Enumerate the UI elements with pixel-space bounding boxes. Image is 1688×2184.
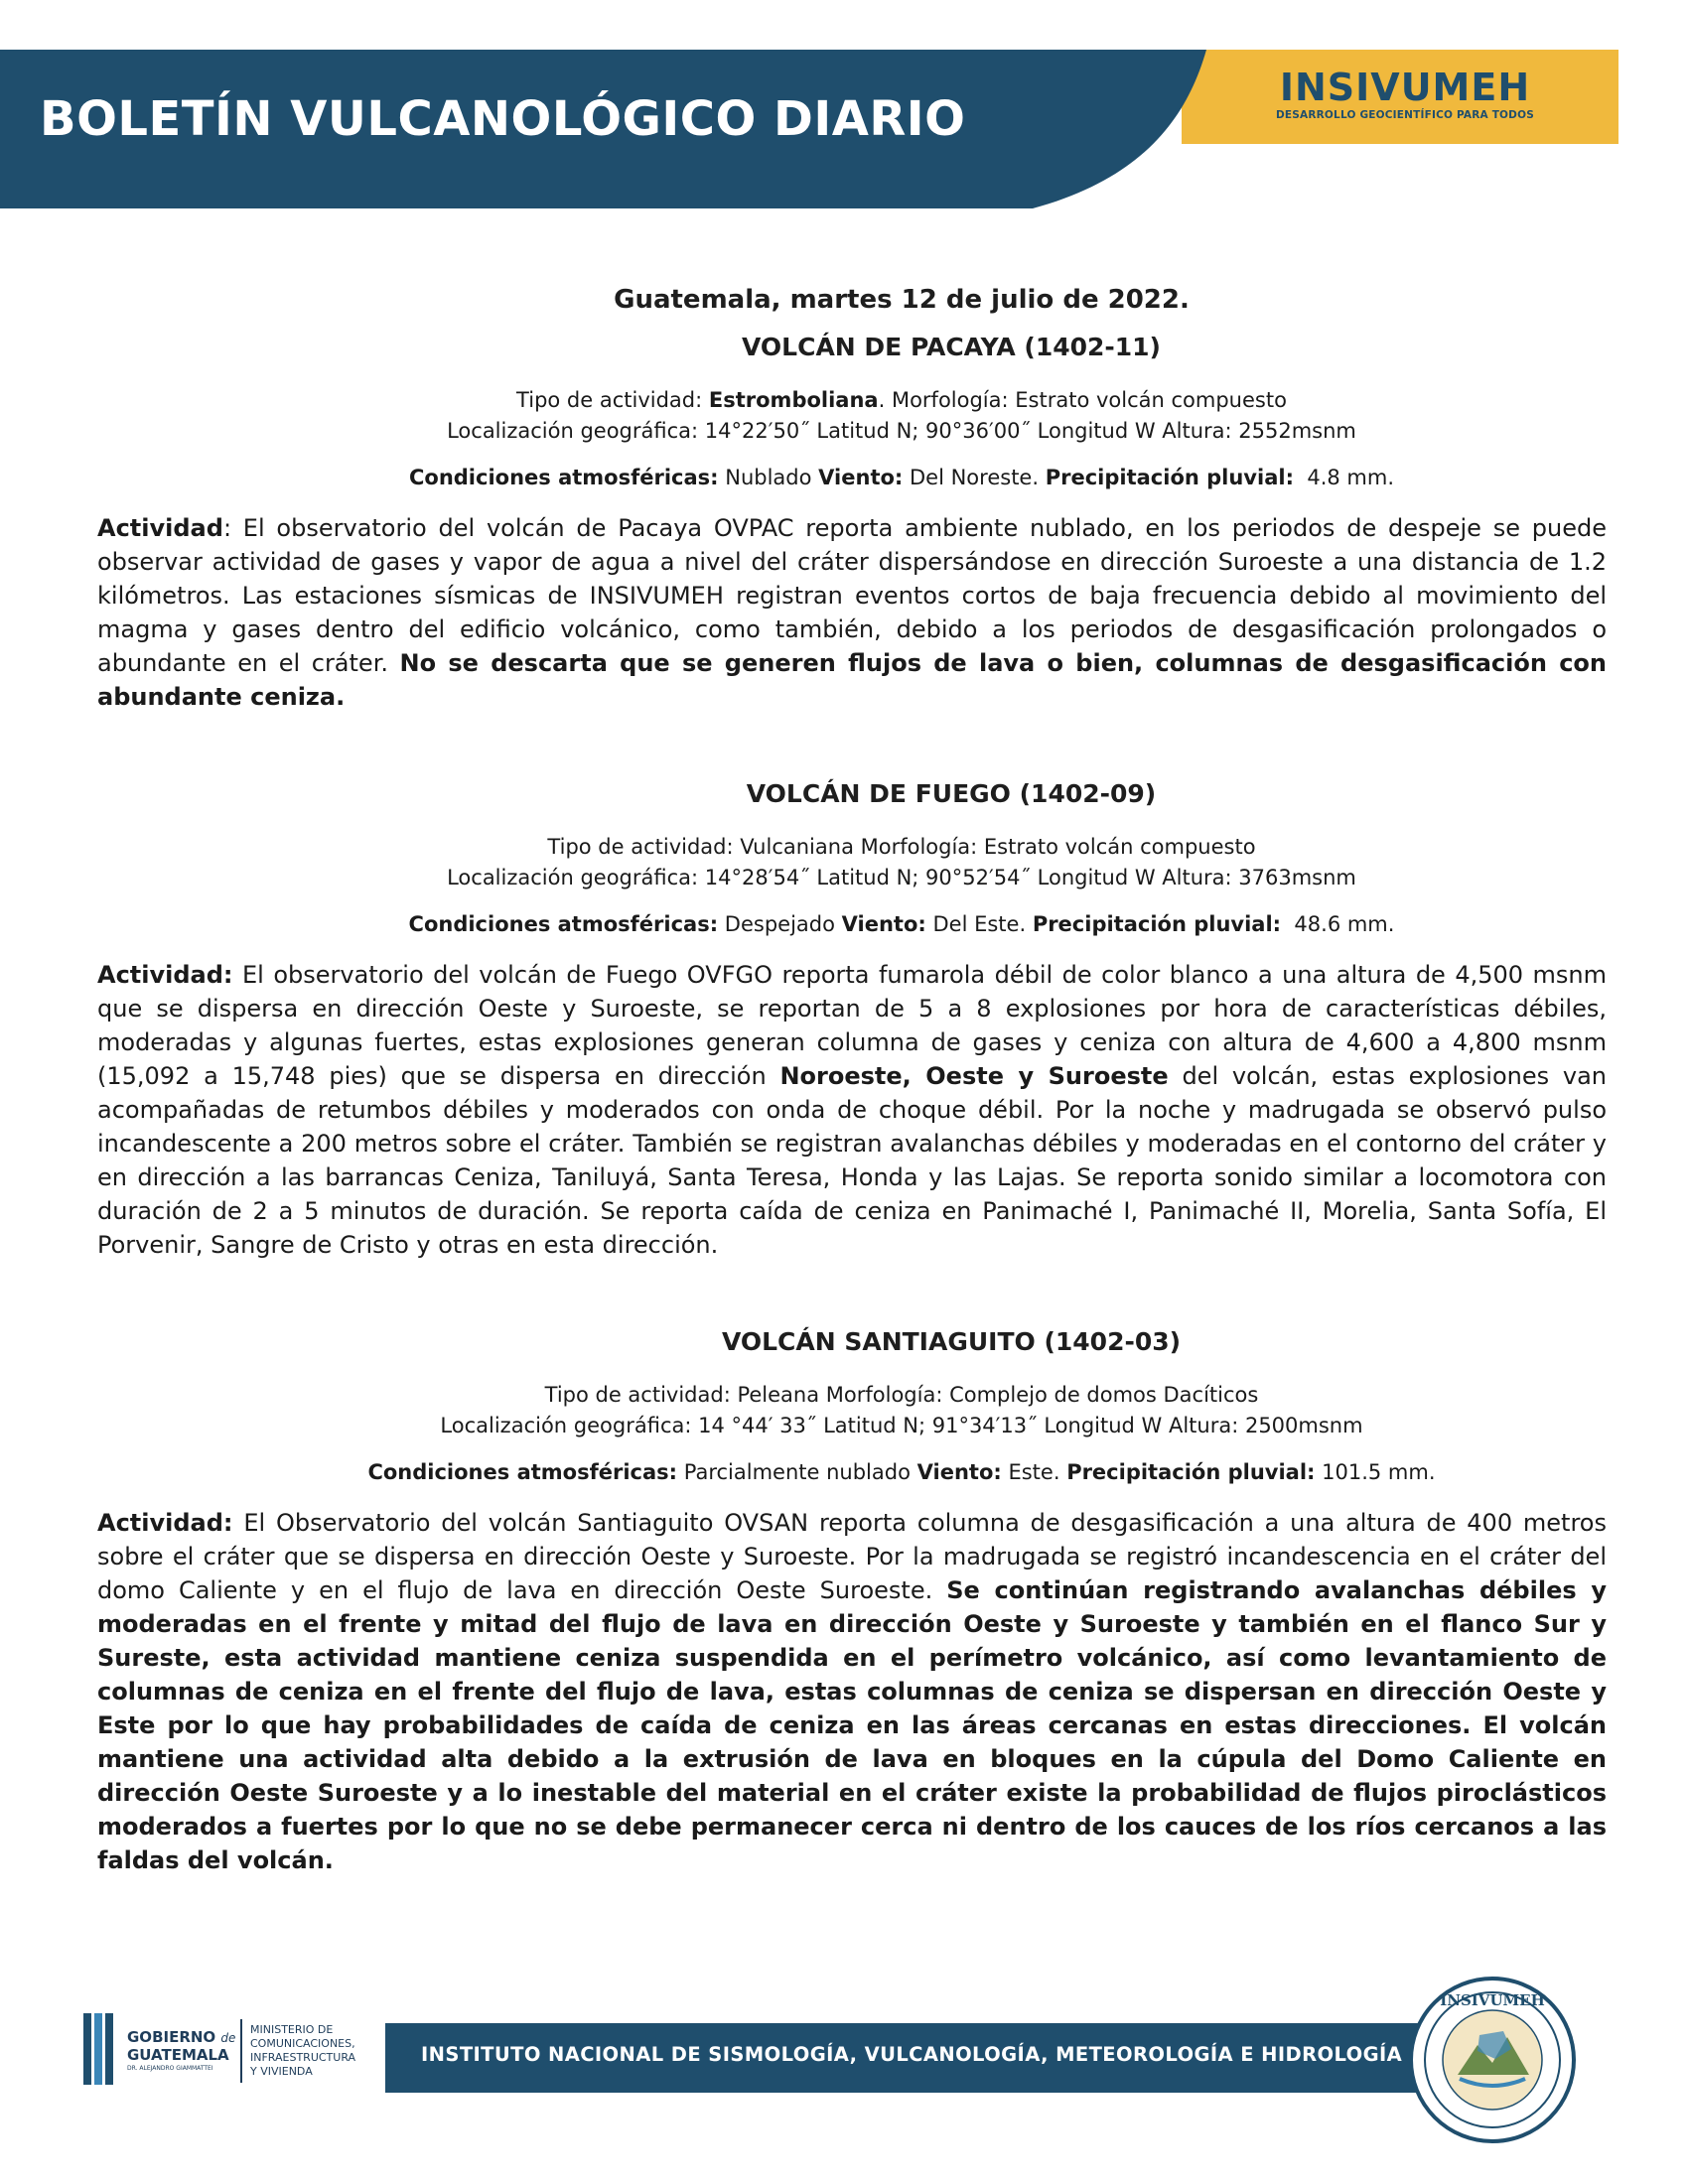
rain-value: 4.8 mm. [1307,466,1394,489]
seal-text: INSIVUMEH [1440,1991,1545,2009]
gov-line1: GOBIERNO [127,2028,216,2046]
activity-text-continued: del volcán, estas explosiones van acompañadas de retumbos débiles y moderados con onda de choque débil. Por la noche y madrugada se observó pulso incandescente a 200 metros sobre el cráter. También se registran avalanchas débiles y moderadas en el contorno del cráter y en dirección a las barrancas Ceniza, Taniluyá, Santa Teresa, Honda y las Lajas. Se reporta sonido similar a locomotora con duración de 2 a 5 minutos de duración. Se reporta caída de ceniza en Panimaché I, Panimaché II, Morelia, Santa Sofía, El Porvenir, Sangre de Cristo y otras en esta dirección. [97,1062,1608,1259]
activity-paragraph [97,958,1607,1262]
rain-value: 48.6 mm. [1294,912,1395,936]
activity-label: Actividad: [97,1509,233,1537]
brand-tagline: DESARROLLO GEOCIENTÍFICO PARA TODOS [1275,109,1534,121]
wind-value: Del Noreste. [910,466,1040,489]
ministry-name [250,2023,355,2079]
conditions-line [97,1457,1607,1488]
morphology-value: Estrato volcán compuesto [1015,388,1287,412]
gov-subtitle: DR. ALEJANDRO GIAMMATTEI [127,2065,213,2072]
institute-name: INSTITUTO NACIONAL DE SISMOLOGÍA, VULCANOLOGÍA, METEOROLOGÍA E HIDROLOGÍA [421,2043,1403,2066]
conditions-value: Nublado [725,466,812,489]
flag-bars-icon [83,2013,111,2085]
activity-warning: Se continúan registrando avalanchas débiles y moderadas en el frente y mitad del flujo de lava en dirección Oeste y Suroeste y también en el flanco Sur y Sureste, esta actividad mantiene ceniza suspendida en el perímetro volcánico, así como levantamiento de columnas de ceniza en el frente del flujo de lava, estas columnas de ceniza se dispersan en dirección Oeste y Este por lo que hay probabilidades de caída de ceniza en las áreas cercanas en estas direcciones. El volcán mantiene una actividad alta debido a la extrusión de lava en bloques en la cúpula del Domo Caliente en dirección Oeste Suroeste y a lo inestable del material en el cráter existe la probabilidad de flujos piroclásticos moderados a fuertes por lo que no se debe permanecer cerca ni dentro de los cauces de los ríos cercanos a las faldas del volcán. [97,1576,1607,1874]
insivumeh-brand [1241,66,1569,121]
rain-label: Precipitación pluvial: [1045,466,1294,489]
gov-line2: GUATEMALA [127,2046,229,2064]
conditions-value: Despejado [724,912,835,936]
wind-value: Este. [1008,1460,1060,1484]
ministry-line: COMUNICACIONES, [250,2037,355,2050]
volcano-title: VOLCÁN DE PACAYA (1402-11) [742,333,1161,361]
gobierno-guatemala-logo [83,2013,381,2093]
location-line: Localización geográfica: 14°22′50˝ Latitud N; 90°36′00˝ Longitud W Altura: 2552msnm [447,419,1356,443]
logo-divider [240,2019,242,2083]
footer-bar [385,2023,1468,2093]
activity-paragraph [97,1506,1607,1877]
insivumeh-seal-icon [1408,1976,1577,2144]
activity-type-line [97,832,1607,893]
type-line: Tipo de actividad: Peleana Morfología: Complejo de domos Dacíticos [544,1383,1259,1407]
activity-type-line: Tipo de actividad: Estromboliana. Morfología: Estrato volcán compuesto Localización geográfica: 14°22′50˝ Latitud N; 90°36′00˝ Longitud W Altura: 2552msnm [447,388,1356,443]
conditions-label: Condiciones atmosféricas: [408,466,719,489]
location-line: Localización geográfica: 14°28′54˝ Latitud N; 90°52′54˝ Longitud W Altura: 3763msnm [447,866,1356,889]
activity-text: El Observatorio del volcán Santiaguito OVSAN reporta columna de desgasificación a una altura de 400 metros sobre el cráter que se dispersa en dirección Oeste y Suroeste. Por la madrugada se registró incandescencia en el cráter del domo Caliente y en el flujo de lava en dirección Oeste Suroeste. [97,1509,1607,1604]
gov-de: de [220,2031,236,2045]
volcano-title: VOLCÁN DE FUEGO (1402-09) [746,779,1157,808]
activity-paragraph [97,511,1607,714]
conditions-value: Parcialmente nublado [683,1460,911,1484]
activity-type-line [97,1380,1607,1441]
activity-label: Actividad [97,514,223,542]
conditions-label: Condiciones atmosféricas: [408,912,719,936]
conditions-label: Condiciones atmosféricas: [367,1460,678,1484]
seal-graphic [1408,1976,1577,2144]
wind-label: Viento: [841,912,926,936]
ministry-line: MINISTERIO DE [250,2023,334,2036]
type-label: Tipo de actividad: [516,388,703,412]
conditions-line [97,909,1607,940]
wind-label: Viento: [916,1460,1002,1484]
activity-label: Actividad: [97,961,233,989]
section-pacaya [97,333,1607,714]
gov-name [127,2029,235,2064]
rain-value: 101.5 mm. [1322,1460,1436,1484]
brand-name: INSIVUMEH [1279,66,1531,109]
morphology-label: Morfología: [891,388,1009,412]
activity-text: : El observatorio del volcán de Pacaya OVPAC reporta ambiente nublado, en los periodos de despeje se puede observar actividad de gases y vapor de agua a nivel del cráter dispersándose en dirección Suroeste a una distancia de 1.2 kilómetros. Las estaciones sísmicas de INSIVUMEH registran eventos cortos de baja frecuencia debido al movimiento del magma y gases dentro del edificio volcánico, como también, debido a los periodos de desgasificación prolongados o abundante en el cráter. [97,514,1607,677]
section-gap [97,714,1607,761]
ministry-line: Y VIVIENDA [250,2065,313,2078]
wind-label: Viento: [818,466,904,489]
section-fuego [97,779,1607,1262]
activity-warning: No se descarta que se generen flujos de lava o bien, columnas de desgasificación con abundante ceniza. [97,649,1607,711]
rain-label: Precipitación pluvial: [1032,912,1282,936]
activity-direction: Noroeste, Oeste y Suroeste [779,1062,1169,1090]
ministry-line: INFRAESTRUCTURA [250,2051,356,2064]
section-gap [97,1262,1607,1309]
bulletin-content [97,273,1607,1877]
volcano-title: VOLCÁN SANTIAGUITO (1402-03) [721,1327,1182,1356]
type-line: Tipo de actividad: Vulcaniana Morfología: Estrato volcán compuesto [547,835,1256,859]
activity-text: El observatorio del volcán de Fuego OVFGO reporta fumarola débil de color blanco a una altura de 4,500 msnm que se dispersa en dirección Oeste y Suroeste, se reportan de 5 a 8 explosiones por hora de características débiles, moderadas y algunas fuertes, estas explosiones generan columna de gases y ceniza con altura de 4,600 a 4,800 msnm (15,092 a 15,748 pies) que se dispersa en dirección [97,961,1607,1090]
date-line: Guatemala, martes 12 de julio de 2022. [614,285,1190,315]
rain-label: Precipitación pluvial: [1066,1460,1316,1484]
location-line: Localización geográfica: 14 °44′ 33˝ Latitud N; 91°34′13˝ Longitud W Altura: 2500msnm [440,1414,1363,1437]
type-value: Estromboliana [708,388,879,412]
conditions-line [97,463,1607,493]
bulletin-title: BOLETÍN VULCANOLÓGICO DIARIO [40,91,966,147]
section-santiaguito [97,1327,1607,1877]
wind-value: Del Este. [932,912,1027,936]
header-banner [0,50,1688,208]
